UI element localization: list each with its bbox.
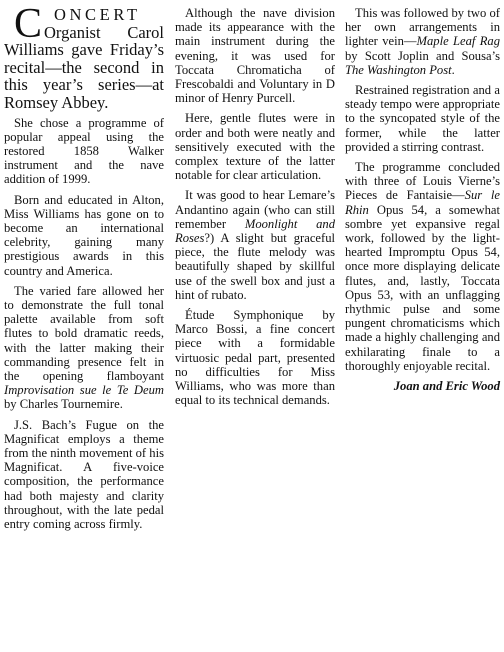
paragraph-programme: She chose a programme of popular appeal using the restored 1858 Walker instrument and the nave addition of 1999. — [4, 115, 164, 187]
paragraph-bach: J.S. Bach’s Fugue on the Magnificat employs a theme from the ninth movement of his Magnificat. A five-voice composition, the performance had both majesty and clarity throughout, with the late pedal entry coming across firmly. — [4, 417, 164, 532]
column-3 — [345, 6, 500, 399]
piece-title: Maple Leaf Rag — [416, 34, 500, 49]
paragraph-bossi: Étude Symphonique by Marco Bossi, a fine concert piece with a formidable virtuosic pedal part, presented no difficulties for Miss Williams, who was more than equal to its technical demands. — [175, 308, 335, 408]
paragraph-nave-division: Although the nave division made its appearance with the main instrument during the evening, it was used for Toccata Chromaticha of Frescobaldi and Voluntary in D minor of Henry Purcell. — [175, 6, 335, 106]
piece-title: Sur le Rhin — [345, 188, 501, 217]
paragraph-gentle-flutes: Here, gentle flutes were in order and both were neatly and sensitively executed with the complex texture of the latter notable for clear articulation. — [175, 111, 335, 183]
paragraph-varied-fare: The varied fare allowed her to demonstrate the full tonal palette available from soft flutes to bold dramatic reeds, with the latter making their commanding presence felt in the opening flamboyant Improvisation sue le Te Deum by Charles Tournemire. — [4, 283, 164, 412]
piece-title: Improvisation sue le Te Deum — [4, 383, 164, 398]
column-1 — [4, 1, 164, 537]
author-signature: Joan and Eric Wood — [393, 379, 500, 394]
lead-first-word: ONCERT — [54, 5, 141, 24]
paragraph-registration: Restrained registration and a steady tempo were appropriate to the syncopated style of the former, while the latter provided a stirring contrast. — [345, 83, 500, 154]
piece-title: The Washington Post — [345, 62, 452, 77]
piece-title: Moonlight and Roses — [175, 216, 335, 246]
column-2 — [175, 6, 335, 413]
paragraph-joplin-sousa: This was followed by two of her own arrangements in lighter vein—Maple Leaf Rag by Scott Joplin and Sousa’s The Washington Post. — [345, 6, 500, 77]
lead-text: Organist Carol Williams gave Friday’s recital—the second in this year’s series—at Romsey Abbey. — [4, 22, 164, 112]
paragraph-vierne: The programme concluded with three of Louis Vierne’s Pieces de Fantaisie—Sur le Rhin Opus 54, a somewhat sombre yet expansive regal work, followed by the light-hearted Impromptu Opus 54, once more displaying delicate flutes, and, lastly, Toccata Opus 53, with an unflagging rhythmic pulse and some pungent chromaticisms which made a highly challenging and exhilarating finale to a thoroughly enjoyable recital. — [345, 160, 501, 373]
paragraph-lemare: It was good to hear Lemare’s Andantino again (who can still remember Moonlight and Roses?) A slight but graceful piece, the flute melody was beautifully shaped by skillful use of the swell box and just a hint of rubato. — [175, 188, 335, 302]
lead-paragraph — [4, 1, 164, 112]
drop-cap: C — [14, 1, 43, 47]
paragraph-biography: Born and educated in Alton, Miss Williams has gone on to become an international celebrity, gaining many prestigious awards in this country and America. — [4, 192, 164, 278]
